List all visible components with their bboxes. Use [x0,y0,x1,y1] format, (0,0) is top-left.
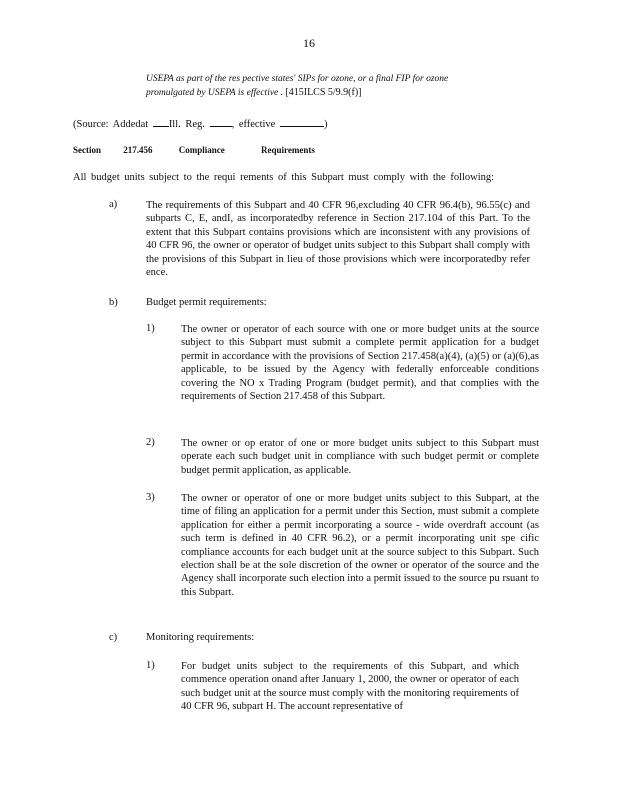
note-line-2: promulgated by USEPA is effective . [146,88,284,98]
item-b3-label: 3) [146,492,155,503]
date-blank [280,116,324,127]
item-c-label: c) [109,632,118,643]
section-title-1: Compliance [178,145,225,155]
intro-paragraph: All budget units subject to the requi rements of this Subpart must comply with the following: [73,172,495,183]
item-c-title: Monitoring requirements: [146,632,255,643]
note-line-1: USEPA as part of the res pective states' SIPs for ozone, or a final FIP for ozone [146,74,449,84]
section-label: Section [73,145,101,155]
item-a-label: a) [109,199,118,210]
volume-blank [153,116,169,127]
source-prefix: (Source: Addedat [73,119,149,130]
item-b-label: b) [109,297,118,308]
section-title-2: Requirements [261,145,315,155]
source-reg: Ill. Reg. [168,119,205,130]
page-blank [210,116,232,127]
source-effective: , effective [231,119,276,130]
note-citation: [415ILCS 5/9.9(f)] [285,87,362,98]
item-b-title: Budget permit requirements: [146,297,267,308]
page-number: 16 [303,36,315,50]
item-b3-text: The owner or operator of one or more budget units subject to this Subpart, at the time of filing an application for a permit under this Section, must submit a complete application for either a permit incorporating a source - wide overdraft account (as such term is defined in 40 CFR 96.2), or a permit incorporating unit spe cific compliance accounts for each budget unit at the source subject to this Subpart. Such election shall be at the sole discretion of the owner or operator of the source and the Agency shall incorporate such election into a permit issued to the source pu rsuant to this Subpart. [181,493,539,598]
statutory-note [146,73,522,100]
section-number: 217.456 [123,145,153,155]
item-b2-text: The owner or op erator of one or more budget units subject to this Subpart must operate each such budget unit in compliance with such budget permit or complete budget permit application, as applicable. [181,438,539,476]
source-line: (Source: Addedat Ill. Reg. , effective ) [73,116,327,130]
item-c1-label: 1) [146,660,155,671]
item-b1-label: 1) [146,323,155,334]
item-a-text: The requirements of this Subpart and 40 CFR 96,excluding 40 CFR 96.4(b), 96.55(c) and subparts C, E, andI, as incorporatedby reference in Section 217.104 of this Part. To the extent that this Subpart contains provisions which are inconsistent with any provisions of 40 CFR 96, the owner or operator of budget units subject to this Subpart shall comply with the provisions of this Subpart in lieu of those provisions which were incorporatedby refer ence. [146,200,530,279]
item-b1-text: The owner or operator of each source with one or more budget units at the source subject to this Subpart must submit a complete permit application for a budget permit in accordance with the provisions of Section 217.458(a)(4), (a)(5) or (a)(6),as applicable, to be issued by the Agency with federally enforceable conditions covering the NO x Trading Program (budget permit), and that complies with the requirements of Section 217.458 of this Subpart. [181,324,539,403]
item-c1-text: For budget units subject to the requirements of this Subpart, and which commence operation onand after January 1, 2000, the owner or operator of each such budget unit at the source must comply with the monitoring requirements of 40 CFR 96, subpart H. The account representative of [181,661,519,713]
section-heading [73,145,335,155]
item-b2-label: 2) [146,437,155,448]
